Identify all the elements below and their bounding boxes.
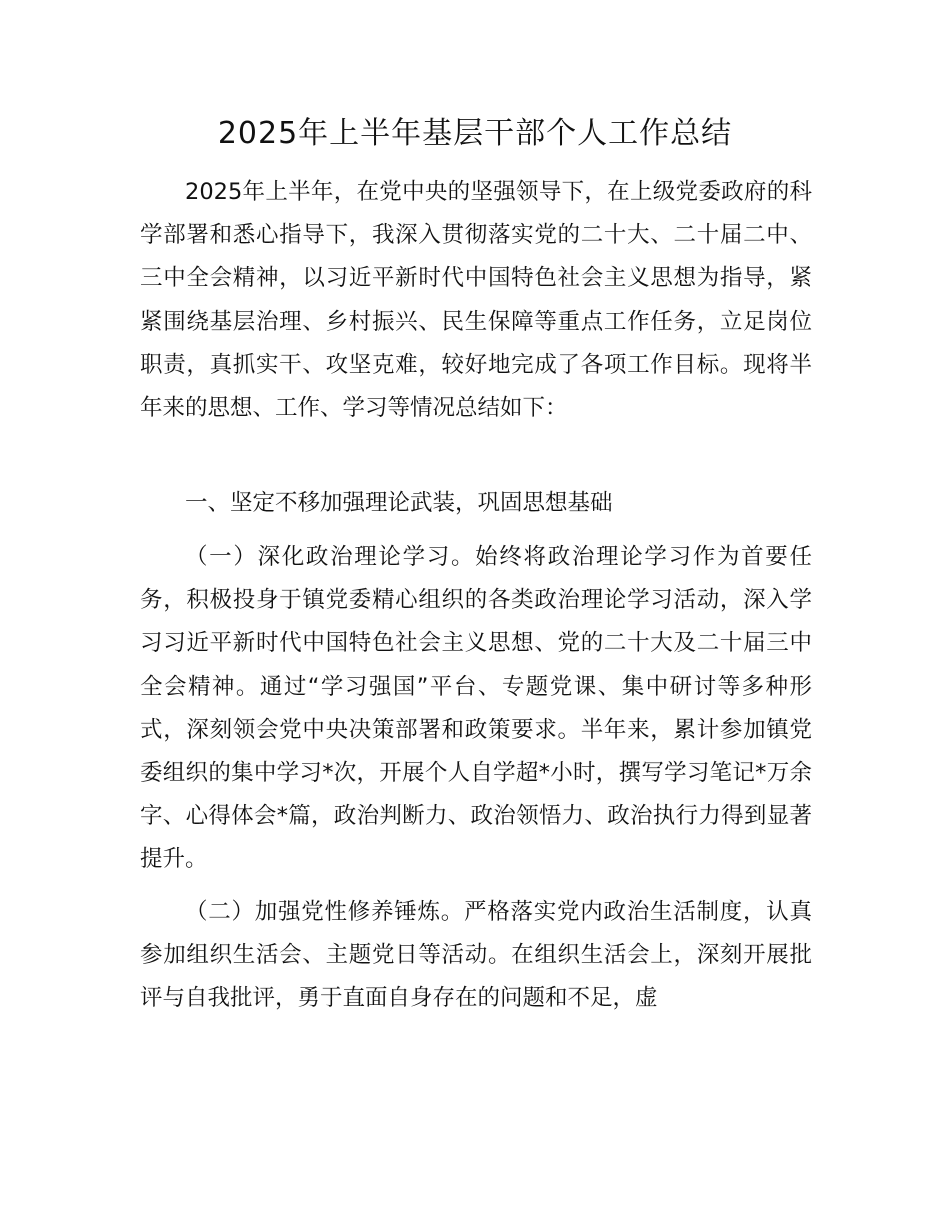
document-title: 2025年上半年基层干部个人工作总结 <box>217 116 733 151</box>
subsection-paragraph-2: （二）加强党性修养锤炼。严格落实党内政治生活制度，认真参加组织生活会、主题党日等活动。在组织生活会上，深刻开展批评与自我批评，勇于直面自身存在的问题和不足，虚 <box>140 899 812 1012</box>
intro-paragraph: 2025年上半年，在党中央的坚强领导下，在上级党委政府的科学部署和悉心指导下，我深入贯彻落实党的二十大、二十届二中、三中全会精神，以习近平新时代中国特色社会主义思想为指导，紧紧围绕基层治理、乡村振兴、民生保障等重点工作任务，立足岗位职责，真抓实干、攻坚克难，较好地完成了各项工作目标。现将半年来的思想、工作、学习等情况总结如下： <box>140 179 812 422</box>
subsection-paragraph-1: （一）深化政治理论学习。始终将政治理论学习作为首要任务，积极投身于镇党委精心组织的各类政治理论学习活动，深入学习习近平新时代中国特色社会主义思想、党的二十大及二十届三中全会精神。通过“学习强国”平台、专题党课、集中研讨等多种形式，深刻领会党中央决策部署和政策要求。半年来，累计参加镇党委组织的集中学习*次，开展个人自学超*小时，撰写学习笔记*万余字、心得体会*篇，政治判断力、政治领悟力、政治执行力得到显著提升。 <box>140 544 812 873</box>
section-heading: 一、坚定不移加强理论武装，巩固思想基础 <box>185 490 613 516</box>
